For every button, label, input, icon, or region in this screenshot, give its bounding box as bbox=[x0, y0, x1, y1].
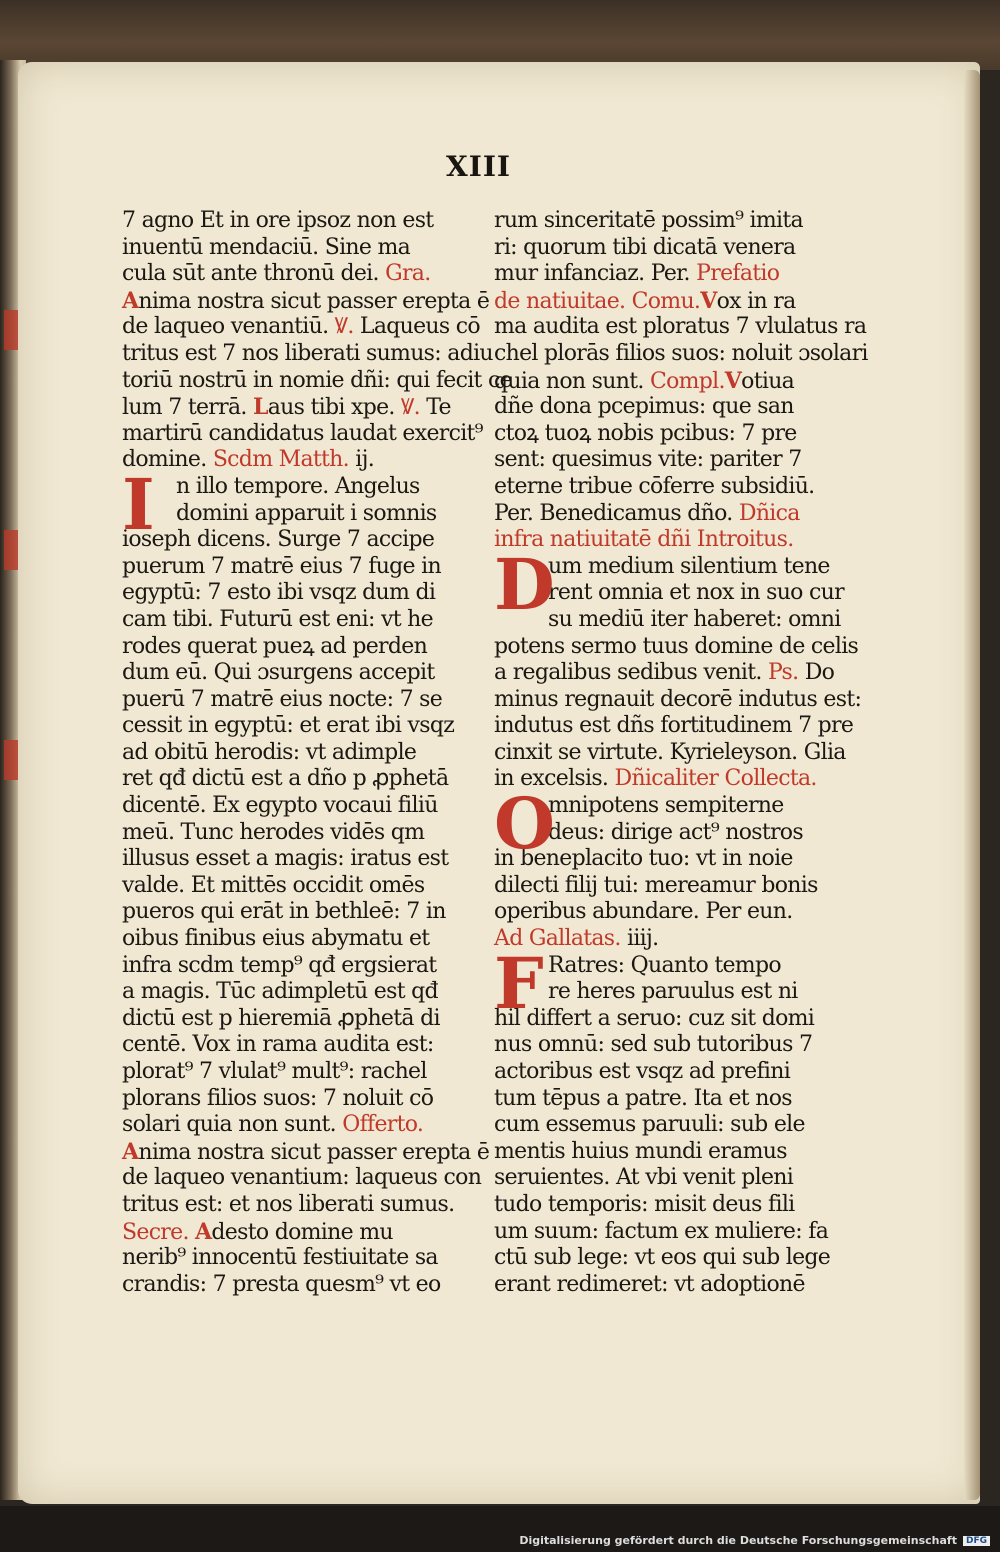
line-text: potens sermo tuus domine de celis bbox=[494, 633, 859, 659]
text-line bbox=[494, 474, 832, 501]
line-text: su mediū iter haberet: omni bbox=[548, 606, 841, 632]
text-line bbox=[122, 367, 512, 395]
line-text: hil differt a seruo: cuz sit domi bbox=[494, 1005, 815, 1031]
line-text: dicentē. Ex egypto vocaui filiū bbox=[122, 793, 438, 819]
line-text: a regalibus sedibus venit. bbox=[494, 660, 768, 686]
text-line bbox=[494, 288, 832, 315]
line-text: in beneplacito tuo: vt in noie bbox=[494, 846, 793, 872]
line-text: plorat⁹ 7 vlulat⁹ mult⁹: rachel bbox=[122, 1059, 427, 1084]
text-line bbox=[122, 1165, 482, 1192]
rubric: Scdm Matth. bbox=[212, 447, 349, 473]
line-text: dum eū. Qui ɔsurgens accepit bbox=[122, 660, 435, 686]
line-text: plorans filios suos: 7 noluit cō bbox=[122, 1085, 434, 1111]
line-text: domini apparuit i somnis bbox=[176, 500, 437, 526]
text-line bbox=[122, 1219, 466, 1246]
text-line bbox=[122, 1086, 466, 1113]
text-line bbox=[494, 1112, 832, 1139]
text-line bbox=[494, 739, 846, 767]
line-text: operibus abundare. Per eun. bbox=[494, 899, 793, 925]
line-text: oibus finibus eius abymatu et bbox=[122, 926, 430, 952]
text-line bbox=[122, 1192, 466, 1219]
line-text: ij. bbox=[348, 447, 374, 473]
rubric: Secre. bbox=[122, 1219, 196, 1245]
line-text: illusus esset a magis: iratus est bbox=[122, 846, 449, 872]
line-text: mur infanciaz. Per. bbox=[494, 261, 697, 287]
line-text: ma audita est ploratus 7 vlulatus ra bbox=[494, 314, 867, 340]
line-text: ad obitū herodis: vt adimple bbox=[122, 739, 417, 765]
line-text: in excelsis. bbox=[494, 766, 615, 792]
right-text-column bbox=[494, 208, 868, 1298]
red-initial: V bbox=[700, 287, 717, 314]
line-text: dictū est p hieremiā ꝓphetā di bbox=[122, 1005, 440, 1031]
line-text: quia non sunt. bbox=[494, 368, 650, 394]
line-text: erant redimeret: vt adoptionē bbox=[494, 1271, 805, 1297]
text-line bbox=[122, 1138, 490, 1166]
line-text: Laqueus cō bbox=[353, 314, 480, 340]
text-line bbox=[122, 793, 466, 820]
line-text: sent: quesimus vite: pariter 7 bbox=[494, 447, 802, 473]
text-line bbox=[494, 501, 832, 528]
text-line bbox=[122, 340, 493, 368]
line-text: nima nostra sicut passer erepta ē bbox=[138, 1139, 490, 1165]
red-initial: D bbox=[494, 542, 555, 626]
red-initial: A bbox=[195, 1218, 212, 1245]
text-line bbox=[122, 873, 466, 900]
line-text: mnipotens sempiterne bbox=[548, 793, 784, 819]
rubric: Ꝟ. bbox=[401, 395, 420, 421]
line-text: nima nostra sicut passer erepta ē bbox=[138, 288, 490, 314]
text-line bbox=[494, 368, 832, 395]
text-line bbox=[122, 1112, 466, 1139]
text-line bbox=[494, 208, 832, 235]
text-line bbox=[122, 501, 466, 528]
text-line bbox=[494, 1165, 832, 1192]
text-line bbox=[122, 580, 466, 607]
line-text: ox in ra bbox=[716, 288, 796, 314]
text-line bbox=[494, 926, 832, 953]
line-text: chel plorās filios suos: noluit ɔsolari bbox=[494, 340, 868, 366]
line-text: ctoꝝ tuoꝝ nobis pcibus: 7 pre bbox=[494, 420, 797, 446]
text-line bbox=[122, 1245, 466, 1272]
rubric: Offerto. bbox=[342, 1112, 424, 1138]
text-line bbox=[122, 687, 466, 714]
line-text: re heres paruulus est ni bbox=[548, 979, 798, 1005]
line-text: egyptū: 7 esto ibi vsqz dum di bbox=[122, 580, 436, 606]
text-line bbox=[122, 208, 466, 235]
text-line bbox=[122, 261, 466, 288]
line-text: cinxit se virtute. Kyrieleyson. Glia bbox=[494, 739, 846, 765]
line-text: nus omnū: sed sub tutoribus 7 bbox=[494, 1032, 813, 1058]
line-text: toriū nostrū in nomie dñi: qui fecit ce bbox=[122, 367, 512, 393]
line-text: de laqueo venantiū. bbox=[122, 314, 335, 340]
line-text: um medium silentium tene bbox=[548, 553, 830, 579]
page-fore-edge bbox=[964, 70, 980, 1500]
rubric: de natiuitae. Comu. bbox=[494, 288, 701, 314]
line-text: ret qđ dictū est a dño p ꝓphetā bbox=[122, 766, 449, 792]
text-line bbox=[122, 235, 466, 262]
text-line bbox=[494, 979, 832, 1006]
left-text-column bbox=[122, 208, 512, 1298]
text-line bbox=[122, 1059, 466, 1086]
text-line bbox=[494, 235, 832, 262]
text-line bbox=[494, 1006, 832, 1033]
text-line bbox=[122, 766, 466, 793]
text-line bbox=[494, 447, 832, 474]
text-line bbox=[494, 660, 835, 687]
text-line bbox=[122, 420, 483, 448]
rubric: Compl. bbox=[649, 368, 725, 394]
rubric: Gra. bbox=[385, 261, 431, 287]
text-line bbox=[494, 1192, 832, 1219]
text-line bbox=[122, 287, 490, 315]
text-line bbox=[494, 1059, 832, 1086]
rubric: Ꝟ. bbox=[334, 314, 354, 340]
line-text: centē. Vox in rama audita est: bbox=[122, 1032, 434, 1058]
line-text: Per. Benedicamus dño. bbox=[494, 500, 739, 526]
red-initial: L bbox=[252, 394, 268, 421]
line-text: minus regnauit decorē indutus est: bbox=[494, 686, 862, 712]
line-text: tudo temporis: misit deus fili bbox=[494, 1191, 795, 1217]
line-text: um suum: factum ex muliere: fa bbox=[494, 1218, 829, 1244]
text-line bbox=[122, 527, 466, 554]
red-initial: I bbox=[122, 462, 155, 546]
text-line bbox=[122, 979, 466, 1006]
line-text: n illo tempore. Angelus bbox=[176, 473, 420, 499]
line-text: desto domine mu bbox=[211, 1219, 393, 1245]
book-top-edge bbox=[0, 0, 1000, 70]
text-line bbox=[494, 686, 862, 714]
line-text: Ratres: Quanto tempo bbox=[548, 952, 781, 978]
line-text: aus tibi xpe. bbox=[267, 395, 401, 421]
line-text: 7 agno Et in ore ipsoz non est bbox=[122, 208, 434, 233]
line-text: cam tibi. Futurū est eni: vt he bbox=[122, 606, 433, 632]
line-text: puerum 7 matrē eius 7 fuge in bbox=[122, 553, 441, 579]
text-line bbox=[122, 394, 466, 421]
text-line bbox=[122, 554, 466, 581]
line-text: nerib⁹ innocentū festiuitate sa bbox=[122, 1245, 438, 1271]
line-text: de laqueo venantium: laqueus con bbox=[122, 1165, 482, 1191]
line-text: mentis huius mundi eramus bbox=[494, 1138, 787, 1164]
line-text: crandis: 7 presta quesm⁹ vt eo bbox=[122, 1271, 441, 1297]
line-text: cula sūt ante thronū dei. bbox=[122, 261, 386, 287]
line-text: valde. Et mittēs occidit omēs bbox=[122, 872, 425, 898]
line-text: otiua bbox=[741, 368, 795, 394]
text-line bbox=[122, 314, 480, 341]
text-line bbox=[122, 607, 466, 634]
line-text: rum sinceritatē possim⁹ imita bbox=[494, 208, 803, 233]
line-text: infra scdm temp⁹ qđ ergsierat bbox=[122, 952, 437, 978]
text-line bbox=[122, 899, 466, 926]
text-line bbox=[122, 1006, 466, 1033]
text-line bbox=[122, 820, 466, 847]
line-text: ctū sub lege: vt eos qui sub lege bbox=[494, 1245, 831, 1271]
text-line bbox=[494, 1139, 832, 1166]
text-line bbox=[122, 926, 466, 953]
text-line bbox=[494, 314, 867, 341]
text-line bbox=[494, 340, 868, 368]
dfg-credit bbox=[519, 1534, 990, 1547]
text-line bbox=[122, 634, 466, 661]
text-line bbox=[494, 713, 854, 740]
text-line bbox=[122, 846, 466, 873]
text-line bbox=[494, 873, 832, 900]
line-text: meū. Tunc herodes vidēs qm bbox=[122, 819, 425, 845]
red-initial: F bbox=[494, 941, 543, 1025]
red-initial: O bbox=[494, 782, 555, 866]
text-line bbox=[122, 740, 466, 767]
line-text: solari quia non sunt. bbox=[122, 1112, 343, 1138]
text-line bbox=[494, 1032, 832, 1059]
text-line bbox=[122, 447, 466, 474]
rubric: Dñicaliter Collecta. bbox=[614, 766, 817, 792]
dfg-logo: DFG bbox=[963, 1536, 990, 1546]
line-text: indutus est dñs fortitudinem 7 pre bbox=[494, 713, 854, 739]
rubric: Ps. bbox=[768, 660, 799, 686]
line-text: martirū candidatus laudat exercit⁹ bbox=[122, 420, 483, 446]
text-line bbox=[122, 713, 466, 740]
line-text: Te bbox=[419, 395, 451, 421]
line-text: iiij. bbox=[620, 926, 659, 952]
text-line bbox=[494, 899, 832, 926]
line-text: ioseph dicens. Surge 7 accipe bbox=[122, 527, 435, 553]
line-text: tritus est: et nos liberati sumus. bbox=[122, 1191, 455, 1217]
red-initial: A bbox=[122, 287, 139, 314]
line-text: seruientes. At vbi venit pleni bbox=[494, 1165, 794, 1191]
line-text: rent omnia et nox in suo cur bbox=[548, 580, 844, 606]
line-text: lum 7 terrā. bbox=[122, 395, 253, 421]
dfg-credit-text: Digitalisierung gefördert durch die Deutsche Forschungsgemeinschaft bbox=[519, 1534, 957, 1547]
rubric: Prefatio bbox=[696, 261, 780, 287]
line-text: tum tēpus a patre. Ita et nos bbox=[494, 1085, 792, 1111]
line-text: deus: dirige act⁹ nostros bbox=[548, 819, 803, 845]
rubric: infra natiuitatē dñi Introitus. bbox=[494, 527, 794, 553]
line-text: dilecti filij tui: mereamur bonis bbox=[494, 872, 818, 898]
line-text: a magis. Tūc adimpletū est qđ bbox=[122, 979, 438, 1005]
text-line bbox=[494, 1245, 832, 1272]
line-text: inuentū mendaciū. Sine ma bbox=[122, 234, 411, 260]
red-initial: V bbox=[724, 367, 742, 394]
line-text: actoribus est vsqz ad prefini bbox=[494, 1059, 791, 1084]
line-text: rodes querat pueꝝ ad perden bbox=[122, 633, 428, 659]
text-line bbox=[494, 1272, 832, 1299]
text-line bbox=[494, 633, 859, 661]
line-text: eterne tribue cōferre subsidiū. bbox=[494, 473, 815, 499]
text-line bbox=[494, 261, 832, 288]
text-line bbox=[122, 953, 466, 980]
line-text: domine. bbox=[122, 447, 213, 473]
text-line bbox=[122, 1272, 466, 1299]
text-line bbox=[494, 1086, 832, 1113]
red-initial: A bbox=[122, 1138, 139, 1165]
rubric: Dñica bbox=[738, 500, 800, 526]
text-line bbox=[494, 421, 832, 448]
line-text: Do bbox=[798, 660, 835, 686]
folio-number: XIII bbox=[446, 150, 512, 183]
line-text: dñe dona pcepimus: que san bbox=[494, 394, 794, 420]
text-line bbox=[122, 660, 466, 687]
line-text: ri: quorum tibi dicatā venera bbox=[494, 234, 796, 260]
line-text: puerū 7 matrē eius nocte: 7 se bbox=[122, 686, 443, 712]
text-line bbox=[494, 394, 832, 421]
text-line bbox=[494, 1219, 832, 1246]
rubric: Ad Gallatas. bbox=[494, 926, 621, 952]
line-text: cessit in egyptū: et erat ibi vsqz bbox=[122, 713, 455, 739]
line-text: tritus est 7 nos liberati sumus: adiu bbox=[122, 340, 493, 366]
line-text: pueros qui erāt in bethleē: 7 in bbox=[122, 899, 446, 925]
line-text: cum essemus paruuli: sub ele bbox=[494, 1112, 805, 1138]
text-line bbox=[122, 1032, 466, 1059]
